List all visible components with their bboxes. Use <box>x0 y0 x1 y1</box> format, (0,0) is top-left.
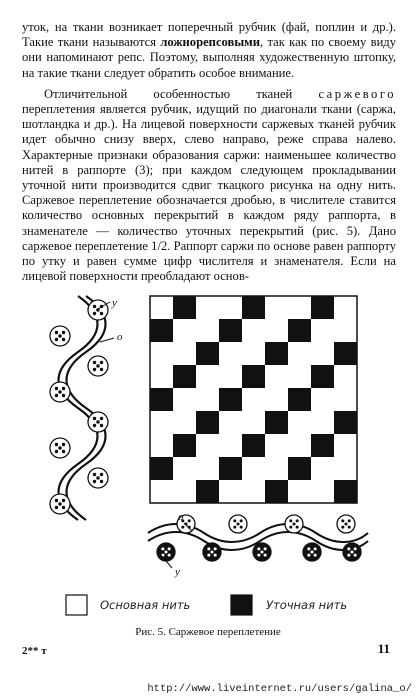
paragraph-1 <box>22 20 396 81</box>
weft-cell <box>265 342 288 365</box>
legend-swatch-warp <box>66 595 87 615</box>
signature-mark: 2** т <box>22 645 47 657</box>
weft-thread-section <box>343 543 361 561</box>
page-number: 11 <box>377 641 390 656</box>
weft-cell <box>219 319 242 342</box>
watermark-url: http://www.liveinternet.ru/users/galina_o/ <box>147 683 412 695</box>
warp-thread-section <box>337 515 355 533</box>
p2-text-a: Отличительной особенностью тканей <box>44 86 319 101</box>
p1-bold-term: ложнорепсовыми <box>160 35 260 50</box>
warp-thread-section <box>229 515 247 533</box>
label-y-bottom: у <box>175 566 180 578</box>
p2-text-b: переплетения является рубчик, идущий по диагонали ткани (саржа, шотландка и др.). На лицевой поверхности саржевых тканей рубчик идет обычно снизу вверх, слево направо, реже справа налево. Характерные признаки образования саржи: наименьшее количество нитей в раппорте (3); при каждом следующем прокладывании уточной нити производится сдвиг ткацкого рисунка на одну нить. Саржевое переплетение обозначается дробью, в числителе ставится количество основных перекрытий в каждом ряду раппорта, в знаменателе — количество уточных перекрытий (рис. 5). Дано саржевое переплетение 1/2. Раппорт саржи по основе равен раппорту по утку и равен сумме цифр числителя и знаменателя. Если на лицевой поверхности преобладают основ- <box>22 102 396 284</box>
legend <box>66 595 347 615</box>
bottom-cross-section <box>148 511 368 578</box>
weft-cell <box>334 411 357 434</box>
weft-cell <box>150 388 173 411</box>
weft-cell <box>311 434 334 457</box>
weft-thread-section <box>303 543 321 561</box>
weft-cell <box>196 342 219 365</box>
weft-cell <box>288 388 311 411</box>
weft-cell <box>265 411 288 434</box>
weft-cell <box>173 296 196 319</box>
p2-spaced-term: саржевого <box>318 86 396 101</box>
legend-label-warp: Основная нить <box>100 598 191 612</box>
weft-cell <box>196 480 219 503</box>
p1-text-b: , так как по своему виду они напоминают репс. Поэтому, выполняя художественную штопку, на такие ткани следует обратить особое внимание. <box>22 35 397 80</box>
weft-cell <box>173 434 196 457</box>
paragraph-2 <box>22 87 396 285</box>
p1-text-a: уток, на ткани возникает поперечный рубчик (фай, поплин и др.). Такие ткани называются <box>22 20 396 50</box>
weft-cell <box>334 342 357 365</box>
legend-swatch-weft <box>231 595 252 615</box>
label-o-left: о <box>117 331 123 343</box>
weft-cell <box>334 480 357 503</box>
weft-cell <box>311 365 334 388</box>
weft-cell <box>242 434 265 457</box>
warp-thread-section <box>88 356 108 376</box>
weft-cell <box>288 319 311 342</box>
twill-weave-figure <box>0 288 416 626</box>
weft-thread-section <box>253 543 271 561</box>
figure-caption: Рис. 5. Саржевое переплетение <box>135 626 281 638</box>
label-y-top: у <box>112 297 117 309</box>
left-cross-section <box>50 296 123 520</box>
weft-thread-section <box>203 543 221 561</box>
weft-cell <box>311 296 334 319</box>
warp-thread-section <box>88 412 108 432</box>
weft-cell <box>173 365 196 388</box>
warp-thread-section <box>50 326 70 346</box>
weft-cell <box>196 411 219 434</box>
body-text <box>22 20 396 284</box>
weave-grid <box>150 296 357 503</box>
weft-cell <box>219 457 242 480</box>
weft-cell <box>288 457 311 480</box>
legend-label-weft: Уточная нить <box>266 598 348 612</box>
weft-cell <box>150 457 173 480</box>
warp-thread-section <box>50 494 70 514</box>
weft-cell <box>150 319 173 342</box>
label-o-bottom: о <box>178 511 184 523</box>
warp-thread-section <box>285 515 303 533</box>
warp-thread-section <box>50 438 70 458</box>
weft-cell <box>219 388 242 411</box>
weft-cell <box>265 480 288 503</box>
warp-thread-section <box>50 382 70 402</box>
weft-thread-section <box>157 543 175 561</box>
weft-cell <box>242 365 265 388</box>
weft-cell <box>242 296 265 319</box>
warp-thread-section <box>88 300 108 320</box>
warp-thread-section <box>88 468 108 488</box>
